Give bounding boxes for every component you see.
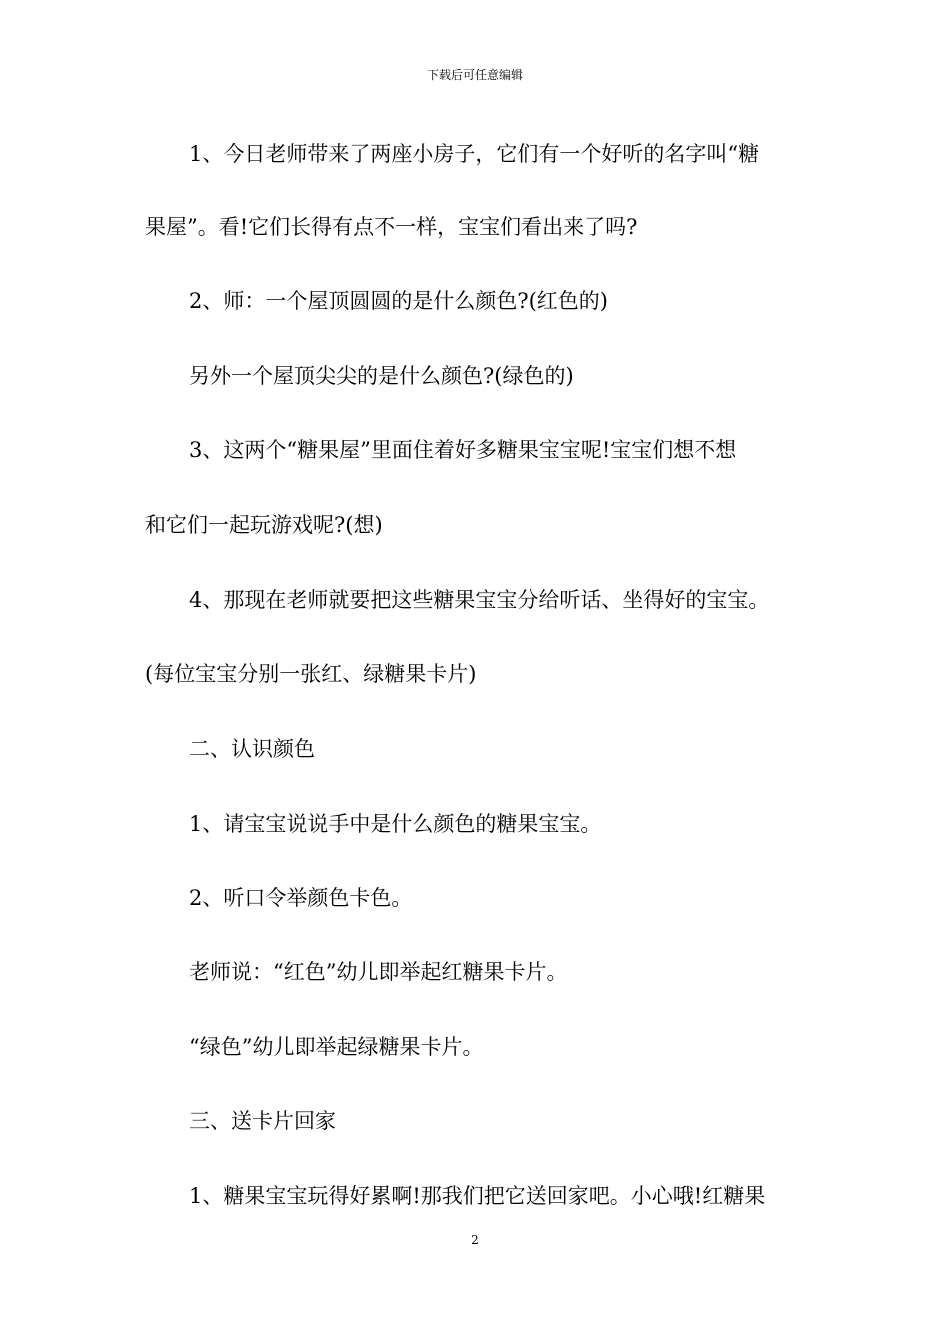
paragraph-line: 2、听口令举颜色卡色。: [189, 886, 413, 910]
paragraph-line: 4、那现在老师就要把这些糖果宝宝分给听话、坐得好的宝宝。: [189, 588, 770, 612]
paragraph-line: 另外一个屋顶尖尖的是什么颜色?(绿色的): [189, 364, 574, 388]
page-header: 下载后可任意编辑: [426, 68, 523, 82]
paragraph-line: 3、这两个“糖果屋”里面住着好多糖果宝宝呢!宝宝们想不想: [189, 438, 737, 462]
paragraph-line: 果屋”。看!它们长得有点不一样，宝宝们看出来了吗?: [145, 215, 638, 239]
paragraph-line: 和它们一起玩游戏呢?(想): [145, 513, 383, 537]
paragraph-line: “绿色”幼儿即举起绿糖果卡片。: [189, 1035, 484, 1059]
paragraph-line: (每位宝宝分别一张红、绿糖果卡片): [145, 662, 477, 686]
paragraph-line: 1、请宝宝说说手中是什么颜色的糖果宝宝。: [189, 812, 602, 836]
section-heading: 三、送卡片回家: [189, 1109, 336, 1133]
paragraph-line: 老师说：“红色”幼儿即举起红糖果卡片。: [189, 960, 568, 984]
section-heading: 二、认识颜色: [189, 737, 315, 761]
paragraph-line: 1、糖果宝宝玩得好累啊!那我们把它送回家吧。小心哦!红糖果: [189, 1184, 766, 1208]
paragraph-line: 2、师：一个屋顶圆圆的是什么颜色?(红色的): [189, 289, 609, 313]
paragraph-line: 1、今日老师带来了两座小房子，它们有一个好听的名字叫“糖: [189, 142, 760, 166]
page-number: 2: [471, 1233, 479, 1247]
